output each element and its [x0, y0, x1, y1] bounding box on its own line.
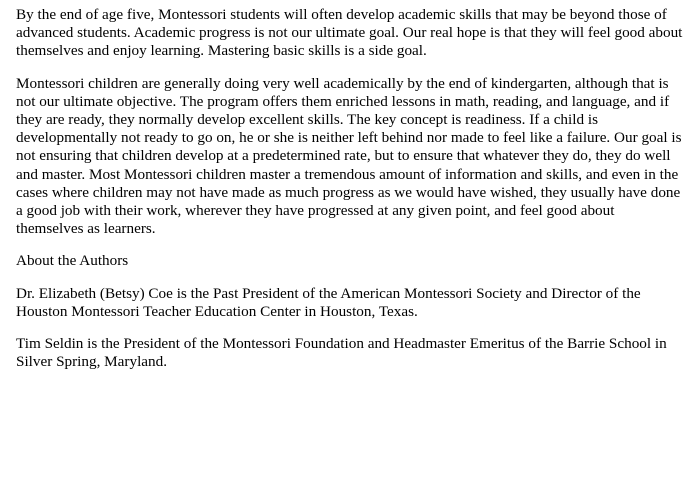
paragraph-academic-skills: By the end of age five, Montessori students will often develop academic skills that may be beyond those of advanced students. Academic progress is not our ultimate goal. Our real hope is that they will feel good about themselves and enjoy learning. Mastering basic skills is a side goal.	[16, 6, 683, 60]
author-bio-coe: Dr. Elizabeth (Betsy) Coe is the Past President of the American Montessori Society and Director of the Houston Montessori Teacher Education Center in Houston, Texas.	[16, 284, 641, 320]
section-heading-about-authors: About the Authors	[16, 252, 129, 270]
author-bio-seldin: Tim Seldin is the President of the Montessori Foundation and Headmaster Emeritus of the Barrie School in Silver Spring, Maryland.	[16, 335, 667, 371]
document-body	[16, 6, 684, 385]
paragraph-kindergarten-progress: Montessori children are generally doing very well academically by the end of kindergarten, although that is not our ultimate objective. The program offers them enriched lessons in math, reading, and language, and if they are ready, they normally develop excellent skills. The key concept is readiness. If a child is developmentally not ready to go on, he or she is neither left behind nor made to feel like a failure. Our goal is not ensuring that children develop at a predetermined rate, but to ensure that whatever they do, they do well and master. Most Montessori children master a tremendous amount of information and skills, and even in the cases where children may not have made as much progress as we would have wished, they usually have done a good job with their work, wherever they have progressed at any given point, and feel good about themselves as learners.	[16, 74, 682, 238]
